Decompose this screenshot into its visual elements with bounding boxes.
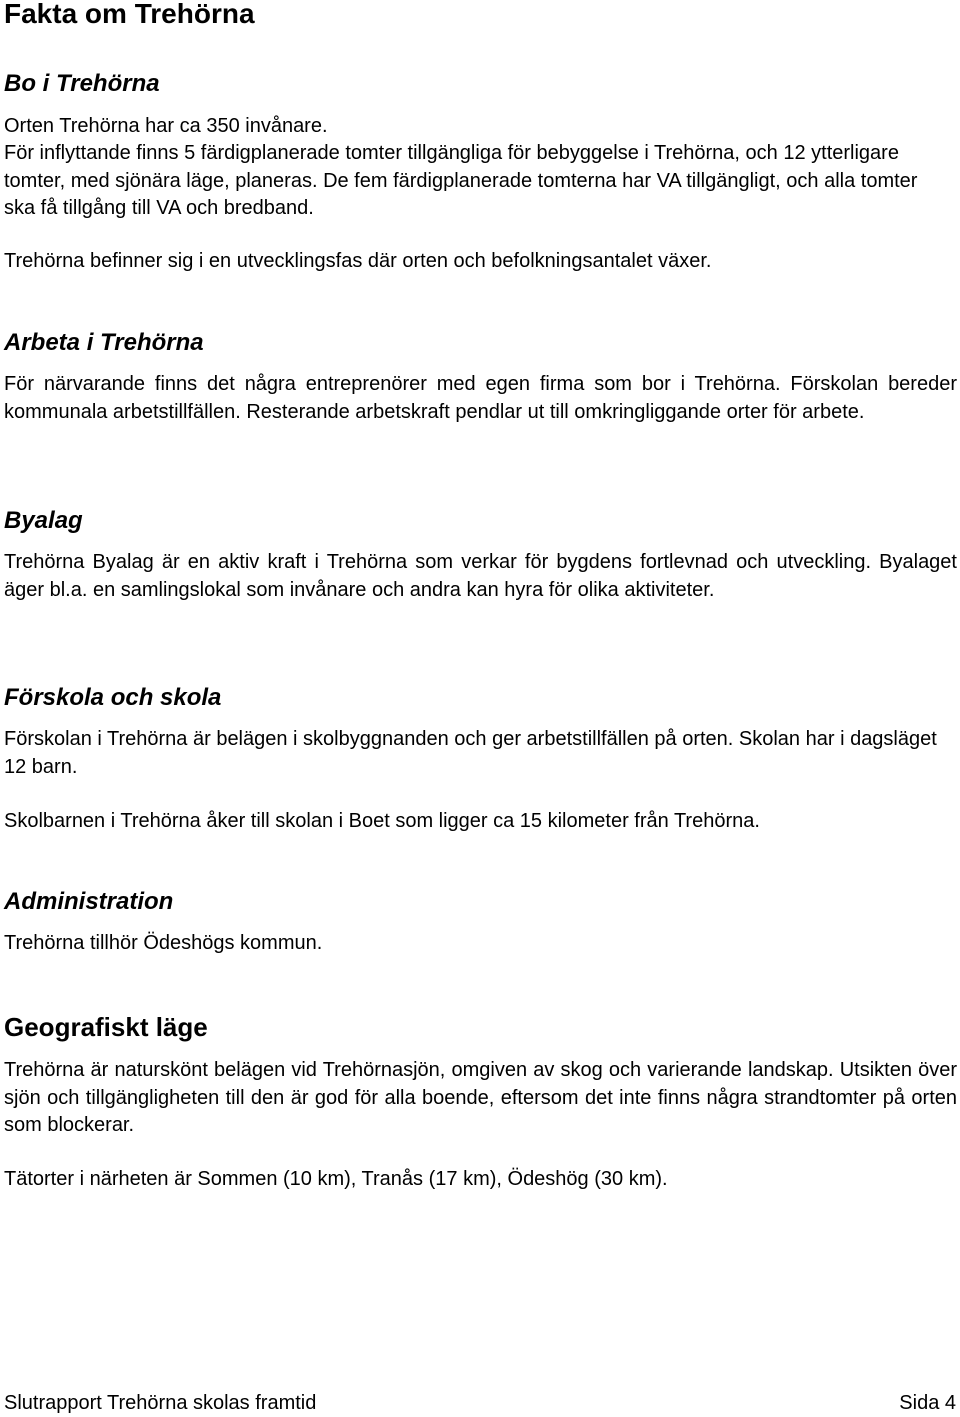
footer-page-number: Sida 4 <box>899 1392 956 1414</box>
paragraph-administration: Trehörna tillhör Ödeshögs kommun. <box>4 932 323 954</box>
footer-report-title: Slutrapport Trehörna skolas framtid <box>4 1392 317 1414</box>
paragraph-tatorter: Tätorter i närheten är Sommen (10 km), Tranås (17 km), Ödeshög (30 km). <box>4 1168 668 1190</box>
section-heading-forskola: Förskola och skola <box>4 684 222 711</box>
paragraph-bo-population: Orten Trehörna har ca 350 invånare. <box>4 115 328 137</box>
paragraph-skolbarnen: Skolbarnen i Trehörna åker till skolan i Boet som ligger ca 15 kilometer från Trehörna. <box>4 810 760 832</box>
section-heading-arbeta: Arbeta i Trehörna <box>4 329 204 356</box>
section-heading-bo: Bo i Trehörna <box>4 70 160 97</box>
paragraph-forskola: Förskolan i Trehörna är belägen i skolbyggnanden och ger arbetstillfällen på orten. Skolan har i dagsläget 12 barn. <box>4 728 937 778</box>
section-heading-geografiskt: Geografiskt läge <box>4 1012 208 1042</box>
section-heading-byalag: Byalag <box>4 507 83 534</box>
paragraph-arbeta: För närvarande finns det några entreprenörer med egen firma som bor i Trehörna. Förskolan bereder kommunala arbetstillfällen. Resterande arbetskraft pendlar ut till omkringliggande orter för arbete. <box>4 373 957 423</box>
paragraph-bo-growth: Trehörna befinner sig i en utvecklingsfas där orten och befolkningsantalet växer. <box>4 250 712 272</box>
section-heading-administration: Administration <box>4 888 174 915</box>
paragraph-bo-plots: För inflyttande finns 5 färdigplanerade tomter tillgängliga för bebyggelse i Trehörna, och 12 ytterligare tomter, med sjönära läge, planeras. De fem färdigplanerade tomterna har VA tillgängligt, och alla tomter ska få tillgång till VA och bredband. <box>4 142 918 220</box>
paragraph-byalag: Trehörna Byalag är en aktiv kraft i Trehörna som verkar för bygdens fortlevnad och utveckling. Byalaget äger bl.a. en samlingslokal som invånare och andra kan hyra för olika aktiviteter. <box>4 551 957 601</box>
page-title: Fakta om Trehörna <box>4 0 255 29</box>
paragraph-geografiskt: Trehörna är naturskönt belägen vid Trehörnasjön, omgiven av skog och varierande landskap. Utsikten över sjön och tillgängligheten till den är god för alla boende, eftersom det inte finns några strandtomter på orten som blockerar. <box>4 1059 957 1137</box>
